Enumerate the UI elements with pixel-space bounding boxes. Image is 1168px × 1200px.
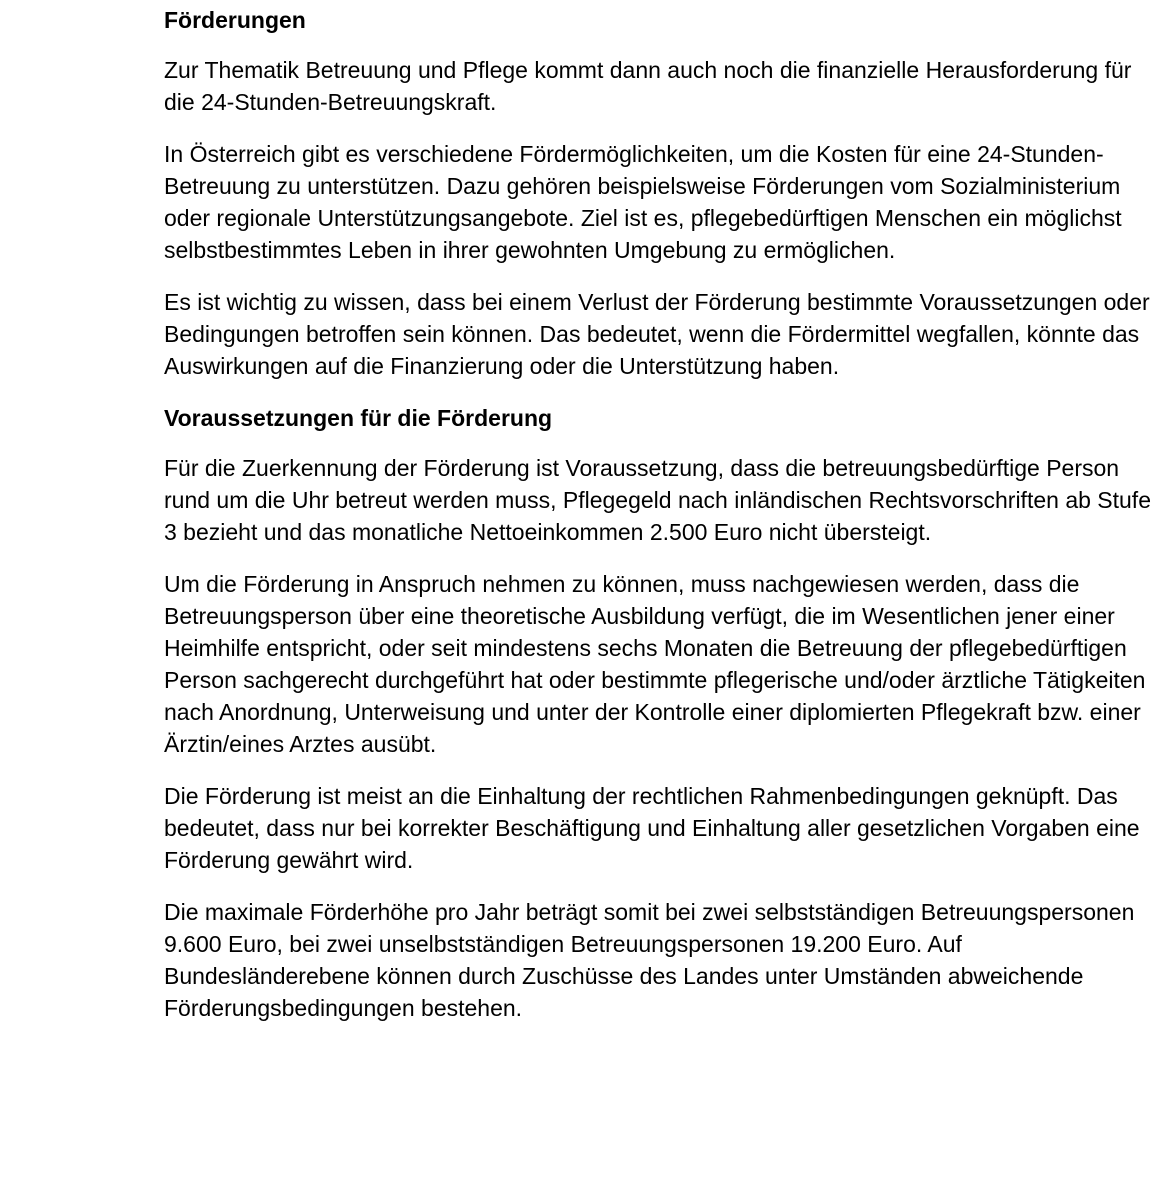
paragraph: Die maximale Förderhöhe pro Jahr beträgt somit bei zwei selbstständigen Betreuungspersonen 9.600 Euro, bei zwei unselbstständigen Betreuungspersonen 19.200 Euro. Auf Bundesländerebene können durch Zuschüsse des Landes unter Umständen abweichende Förderungsbedingungen bestehen. [164, 899, 1135, 1021]
section-foerderungen [164, 4, 1154, 382]
paragraph: In Österreich gibt es verschiedene Fördermöglichkeiten, um die Kosten für eine 24-Stunden-Betreuung zu unterstützen. Dazu gehören beispielsweise Förderungen vom Sozialministerium oder regionale Unterstützungsangebote. Ziel ist es, pflegebedürftigen Menschen ein möglichst selbstbestimmtes Leben in ihrer gewohnten Umgebung zu ermöglichen. [164, 141, 1122, 263]
article-content [164, 4, 1154, 1044]
paragraph: Zur Thematik Betreuung und Pflege kommt dann auch noch die finanzielle Herausforderung für die 24-Stunden-Betreuungskraft. [164, 57, 1132, 115]
paragraph: Die Förderung ist meist an die Einhaltung der rechtlichen Rahmenbedingungen geknüpft. Das bedeutet, dass nur bei korrekter Beschäftigung und Einhaltung aller gesetzlichen Vorgaben eine Förderung gewährt wird. [164, 783, 1140, 873]
section-voraussetzungen [164, 402, 1154, 1024]
section-heading: Förderungen [164, 7, 306, 33]
paragraph: Für die Zuerkennung der Förderung ist Voraussetzung, dass die betreuungsbedürftige Person rund um die Uhr betreut werden muss, Pflegegeld nach inländischen Rechtsvorschriften ab Stufe 3 bezieht und das monatliche Nettoeinkommen 2.500 Euro nicht übersteigt. [164, 455, 1151, 545]
paragraph: Es ist wichtig zu wissen, dass bei einem Verlust der Förderung bestimmte Voraussetzungen oder Bedingungen betroffen sein können. Das bedeutet, wenn die Fördermittel wegfallen, könnte das Auswirkungen auf die Finanzierung oder die Unterstützung haben. [164, 289, 1150, 379]
section-heading: Voraussetzungen für die Förderung [164, 405, 553, 431]
paragraph: Um die Förderung in Anspruch nehmen zu können, muss nachgewiesen werden, dass die Betreuungsperson über eine theoretische Ausbildung verfügt, die im Wesentlichen jener einer Heimhilfe entspricht, oder seit mindestens sechs Monaten die Betreuung der pflegebedürftigen Person sachgerecht durchgeführt hat oder bestimmte pflegerische und/oder ärztliche Tätigkeiten nach Anordnung, Unterweisung und unter der Kontrolle einer diplomierten Pflegekraft bzw. einer Ärztin/eines Arztes ausübt. [164, 571, 1146, 757]
